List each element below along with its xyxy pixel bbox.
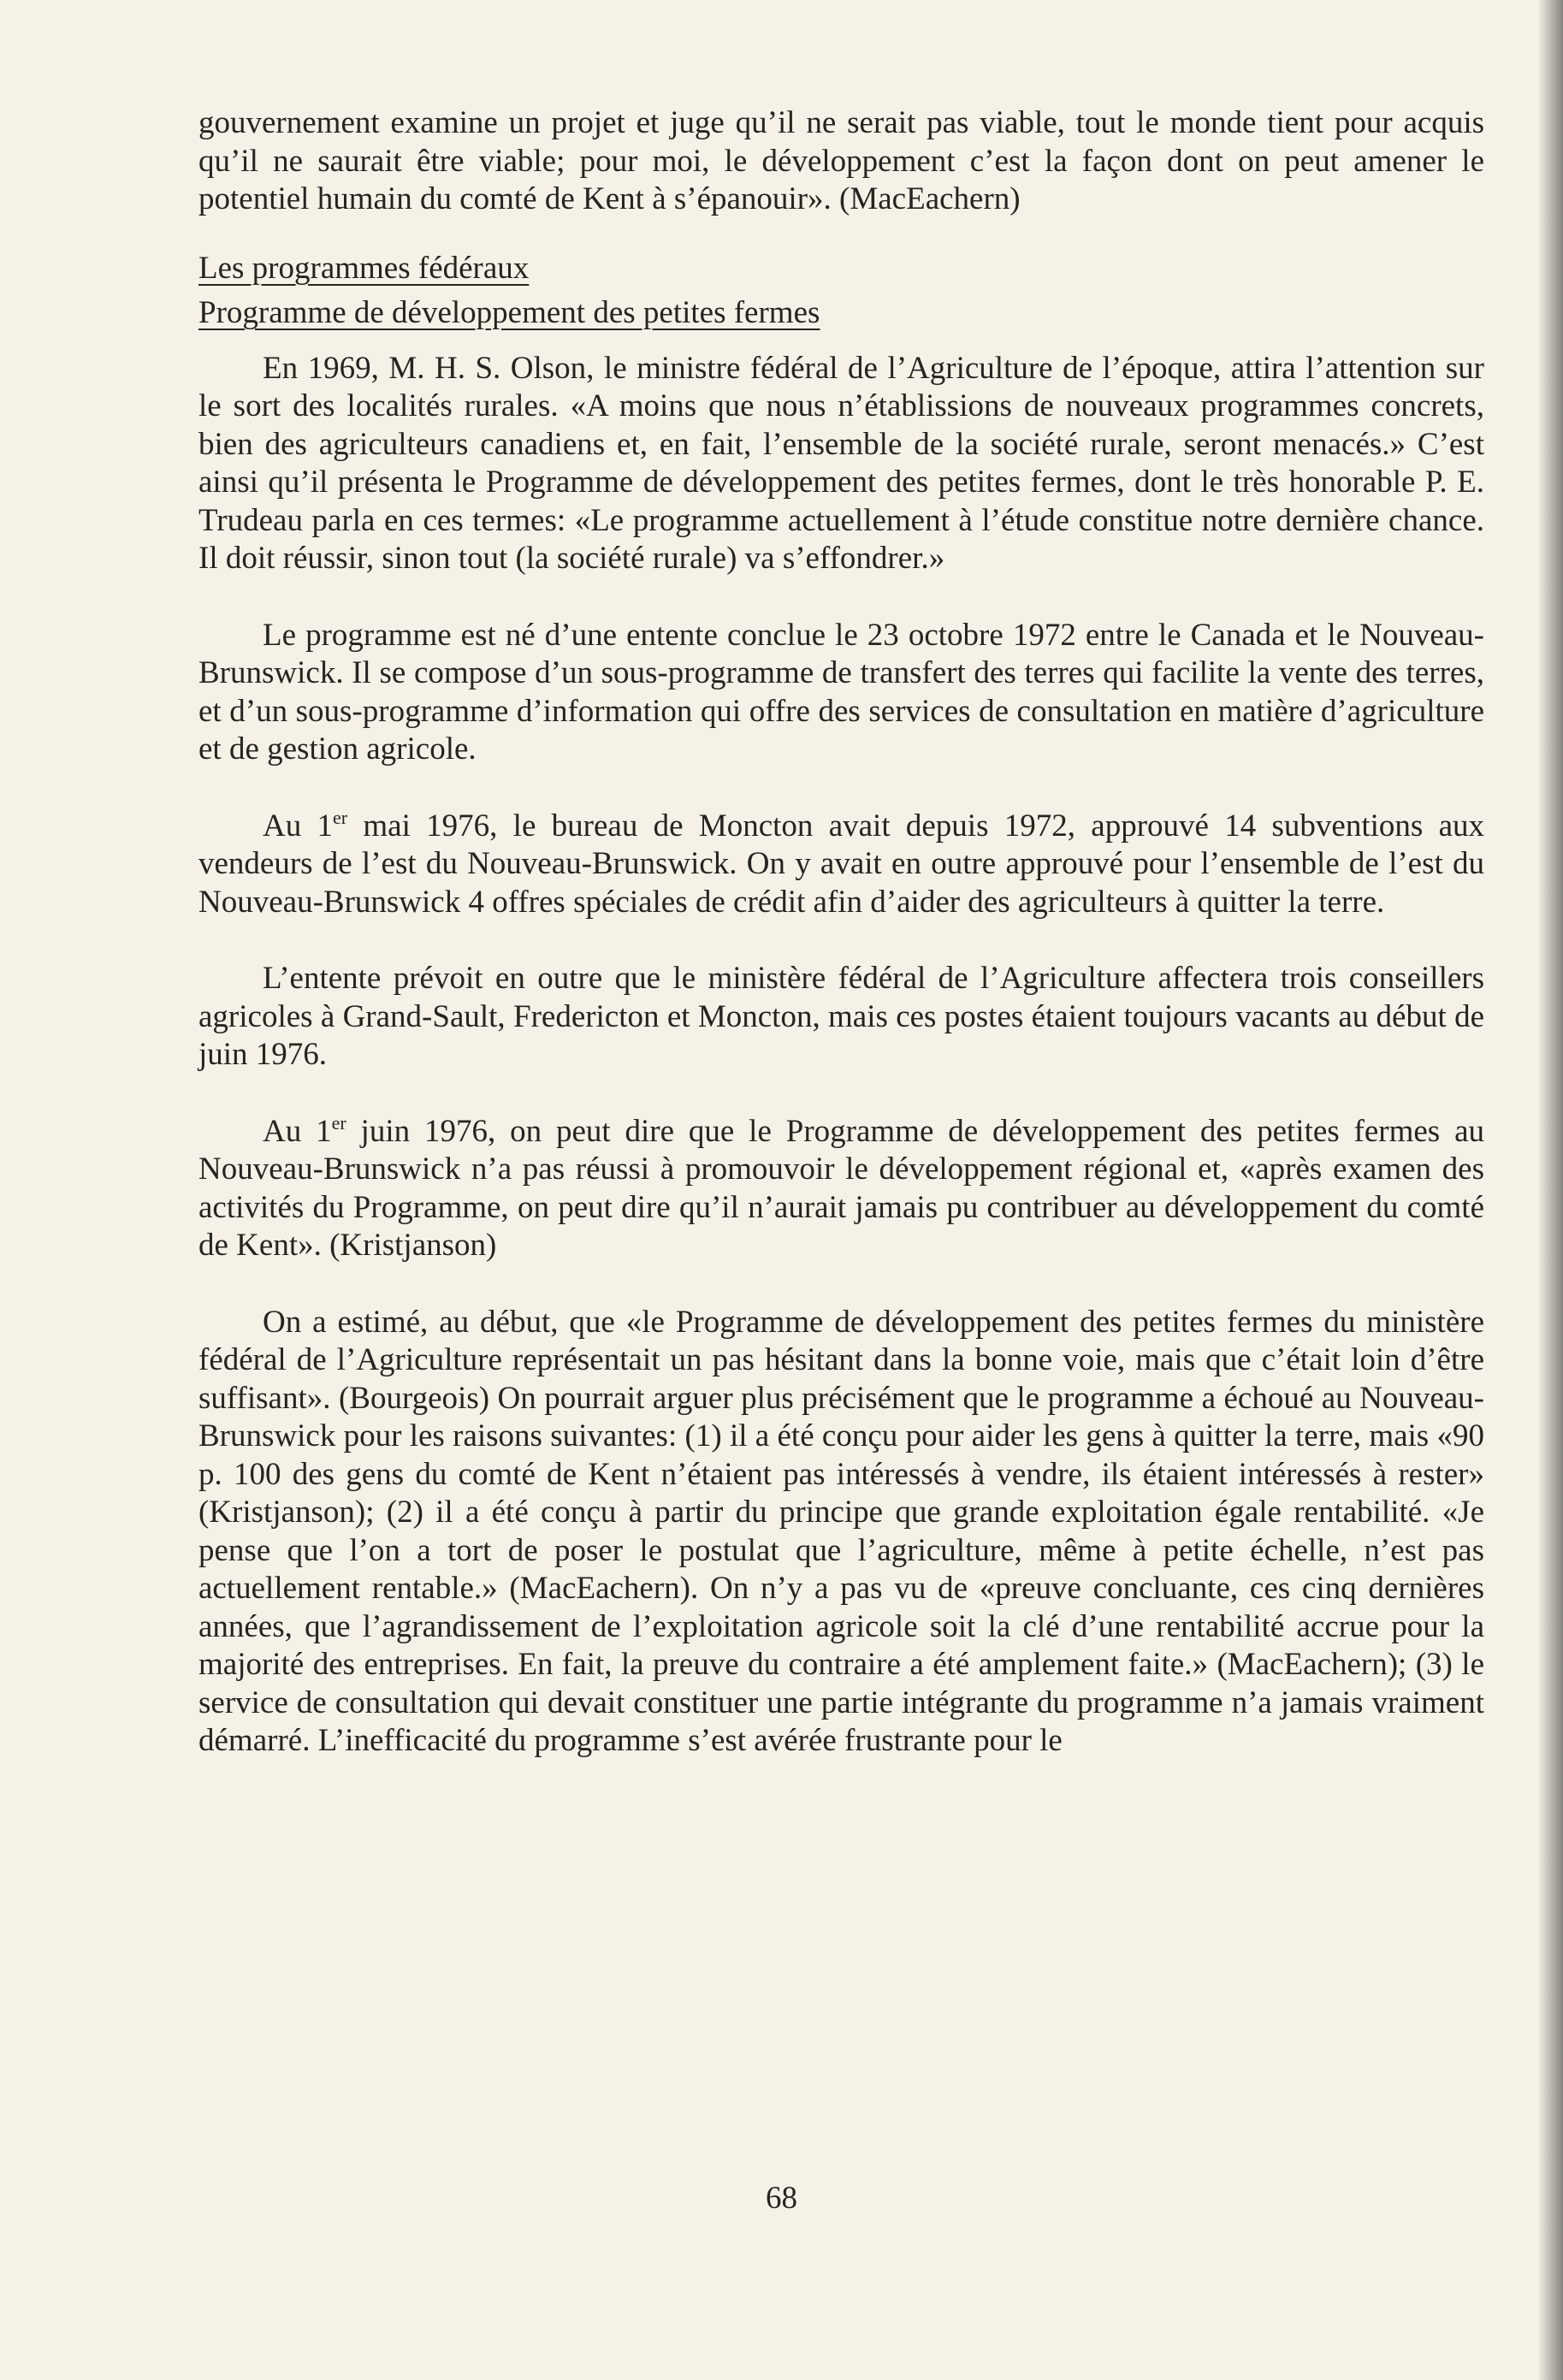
paragraph-text: juin 1976, on peut dire que le Programme de développement des petites fermes au Nouveau-Brunswick n’a pas réussi à promouvoir le développement régional et, «après examen des activités du Programme, on peut dire qu’il n’aurait jamais pu contribuer au développement du comté de Kent». (Kristjanson) — [198, 1113, 1484, 1263]
paragraph-gap — [198, 769, 1484, 808]
paragraph-olson: En 1969, M. H. S. Olson, le ministre fédéral de l’Agriculture de l’époque, attira l’attention sur le sort des localités rurales. «A moins que nous n’établissions de nouveaux programmes concrets, bien des agriculteurs canadiens et, en fait, l’ensemble de la société rurale, seront menacés.» C’est ainsi qu’il présenta le Programme de développement des petites fermes, dont le très honorable P. E. Trudeau parla en ces termes: «Le programme actuellement à l’étude constitue notre dernière chance. Il doit réussir, sinon tout (la société rurale) va s’effondrer.» — [198, 350, 1484, 576]
page-number: 68 — [766, 2181, 797, 2216]
ordinal-superscript: er — [333, 806, 348, 828]
paragraph-gap — [198, 1265, 1484, 1304]
paragraph-gap — [198, 921, 1484, 960]
section-heading: Les programmes fédéraux — [198, 250, 530, 286]
paragraph-conseillers: L’entente prévoit en outre que le ministère fédéral de l’Agriculture affectera trois conseillers agricoles à Grand-Sault, Fredericton et Moncton, mais ces postes étaient toujours vacants au début de juin 1976. — [198, 961, 1484, 1072]
date-prefix: Au 1 — [263, 808, 334, 844]
paragraph-gap — [198, 578, 1484, 617]
subsection-heading: Programme de développement des petites fermes — [198, 295, 820, 330]
ordinal-superscript: er — [331, 1111, 346, 1134]
paragraph-text: mai 1976, le bureau de Moncton avait depuis 1972, approuvé 14 subventions aux vendeurs de l’est du Nouveau-Brunswick. On y avait en outre approuvé pour l’ensemble de l’est du Nouveau-Brunswick 4 offres spéciales de crédit afin d’aider des agriculteurs à quitter la terre. — [198, 808, 1484, 920]
paragraph-moncton — [198, 808, 1484, 922]
paragraph-juin — [198, 1113, 1484, 1265]
paragraph-gap — [198, 1075, 1484, 1113]
page-edge-shadow — [1537, 0, 1563, 2380]
paragraph-entente: Le programme est né d’une entente conclue le 23 octobre 1972 entre le Canada et le Nouveau-Brunswick. Il se compose d’un sous-programme de transfert des terres qui facilite la vente des terres, et d’un sous-programme d’information qui offre des services de consultation en matière d’agriculture et de gestion agricole. — [198, 617, 1484, 767]
paragraph-continuation: gouvernement examine un projet et juge qu’il ne serait pas viable, tout le monde tient pour acquis qu’il ne saurait être viable; pour moi, le développement c’est la façon dont on peut amener le potentiel humain du comté de Kent à s’épanouir». (MacEachern) — [198, 105, 1484, 216]
paragraph-estime: On a estimé, au début, que «le Programme de développement des petites fermes du ministère fédéral de l’Agriculture représentait un pas hésitant dans la bonne voie, mais que c’était loin d’être suffisant». (Bourgeois) On pourrait arguer plus précisément que le programme a échoué au Nouveau-Brunswick pour les raisons suivantes: (1) il a été conçu pour aider les gens à quitter la terre, mais «90 p. 100 des gens du comté de Kent n’étaient pas intéressés à vendre, ils étaient intéressés à rester» (Kristjanson); (2) il a été conçu à partir du principe que grande exploitation égale rentabilité. «Je pense que l’on a tort de poser le postulat que l’agriculture, même à petite échelle, n’est pas actuellement rentable.» (MacEachern). On n’y a pas vu de «preuve concluante, ces cinq dernières années, que l’agrandissement de l’exploitation agricole soit la clé d’une rentabilité accrue pour la majorité des entreprises. En fait, la preuve du contraire a été amplement faite.» (MacEachern); (3) le service de consultation qui devait constituer une partie intégrante du programme n’a jamais vraiment démarré. L’inefficacité du programme s’est avérée frustrante pour le — [198, 1304, 1484, 1758]
body-text — [198, 104, 1484, 1761]
date-prefix: Au 1 — [263, 1113, 332, 1149]
